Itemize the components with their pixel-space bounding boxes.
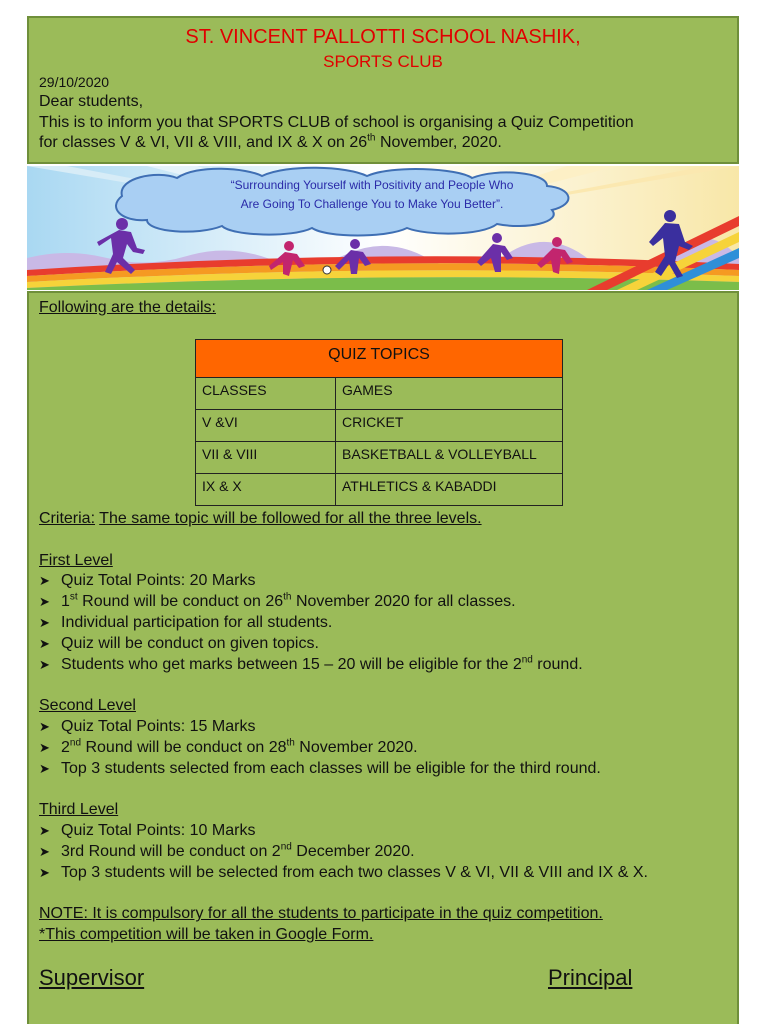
- sports-banner: [27, 166, 739, 290]
- table-cell-class: IX & X: [196, 474, 336, 506]
- list-item: ➤ Quiz Total Points: 15 Marks: [39, 717, 739, 738]
- second-level-title: Second Level: [39, 697, 136, 715]
- list-item: ➤ Quiz Total Points: 10 Marks: [39, 821, 739, 842]
- list-item: ➤ Top 3 students will be selected from each two classes V & VI, VII & VIII and IX & X.: [39, 863, 739, 884]
- arrow-bullet-icon: ➤: [39, 822, 50, 838]
- principal-signature: Principal: [548, 965, 633, 990]
- table-cell-game: ATHLETICS & KABADDI: [336, 474, 563, 506]
- arrow-bullet-icon: ➤: [39, 718, 50, 734]
- arrow-bullet-icon: ➤: [39, 573, 50, 589]
- list-item: ➤ Top 3 students selected from each classes will be eligible for the third round.: [39, 759, 739, 780]
- greeting: Dear students,: [39, 93, 144, 110]
- table-header-games: GAMES: [336, 378, 563, 410]
- motivational-quote: [187, 176, 557, 214]
- list-item: ➤ Quiz Total Points: 20 Marks: [39, 571, 739, 592]
- list-item: ➤ 3rd Round will be conduct on 2nd December 2020.: [39, 842, 739, 863]
- quiz-topics-title: QUIZ TOPICS: [196, 340, 563, 378]
- letter-body: [39, 92, 729, 154]
- table-row: [196, 410, 563, 442]
- arrow-bullet-icon: ➤: [39, 614, 50, 630]
- list-item: ➤ Quiz will be conduct on given topics.: [39, 634, 739, 655]
- supervisor-signature: Supervisor: [39, 965, 145, 990]
- arrow-bullet-icon: ➤: [39, 739, 50, 755]
- table-cell-class: VII & VIII: [196, 442, 336, 474]
- table-row: [196, 474, 563, 506]
- letter-date: 29/10/2020: [39, 74, 110, 90]
- arrow-bullet-icon: ➤: [39, 864, 50, 880]
- school-name: ST. VINCENT PALLOTTI SCHOOL NASHIK,: [185, 26, 581, 48]
- list-item: ➤ 2nd Round will be conduct on 28th November 2020.: [39, 738, 739, 759]
- first-level-title: First Level: [39, 551, 113, 569]
- table-cell-class: V &VI: [196, 410, 336, 442]
- club-name: SPORTS CLUB: [323, 52, 443, 71]
- table-row: [196, 378, 563, 410]
- details-section: [27, 291, 739, 1024]
- list-item: ➤ Individual participation for all students.: [39, 613, 739, 634]
- arrow-bullet-icon: ➤: [39, 843, 50, 859]
- details-heading: Following are the details:: [39, 299, 216, 316]
- quote-line-1: “Surrounding Yourself with Positivity and People Who: [230, 178, 514, 192]
- note-line-2: *This competition will be taken in Google Form.: [39, 925, 374, 943]
- table-cell-game: BASKETBALL & VOLLEYBALL: [336, 442, 563, 474]
- criteria-line: Criteria: The same topic will be followed for all the three levels.: [39, 510, 482, 527]
- third-level-title: Third Level: [39, 801, 119, 819]
- table-cell-game: CRICKET: [336, 410, 563, 442]
- letter-header: [27, 16, 739, 164]
- competition-details: [39, 509, 739, 946]
- table-header-classes: CLASSES: [196, 378, 336, 410]
- letter-line-1: This is to inform you that SPORTS CLUB of school is organising a Quiz Competition: [39, 113, 634, 131]
- arrow-bullet-icon: ➤: [39, 594, 50, 610]
- quiz-topics-table: [195, 339, 563, 506]
- note-line-1: NOTE: It is compulsory for all the students to participate in the quiz competition.: [39, 905, 603, 923]
- list-item: ➤ Students who get marks between 15 – 20 will be eligible for the 2nd round.: [39, 655, 739, 676]
- arrow-bullet-icon: ➤: [39, 760, 50, 776]
- arrow-bullet-icon: ➤: [39, 656, 50, 672]
- table-row: [196, 442, 563, 474]
- list-item: ➤ 1st Round will be conduct on 26th November 2020 for all classes.: [39, 592, 739, 613]
- letter-line-2: for classes V & VI, VII & VIII, and IX & X on 26th November, 2020.: [39, 132, 502, 151]
- quote-line-2: Are Going To Challenge You to Make You Better”.: [240, 197, 504, 211]
- arrow-bullet-icon: ➤: [39, 635, 50, 651]
